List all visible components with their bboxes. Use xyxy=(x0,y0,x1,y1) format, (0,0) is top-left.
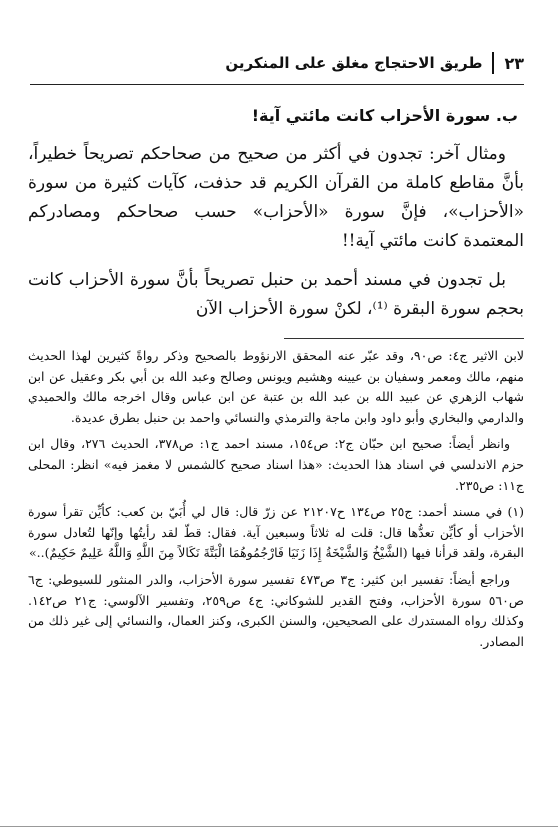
page-bottom-edge xyxy=(0,826,558,827)
section-heading: ب. سورة الأحزاب كانت مائتي آية! xyxy=(251,106,518,125)
footnote-1: (١) في مسند أحمد: ج٢٥ ص١٣٤ ح٢١٢٠٧ عن زرّ قال: قال لي أُبَيّ بن كعب: كأيِّن تقرأ سورة الأحزاب أو كأيِّن تعدُّها قال: قلت له ثلاثاً وسبعين آية. فقال: قطّ لقد رأيتُها وإنّها لتُعادل سورة البقرة، ولقد قرأنا فيها (الشَّيْخُ وَالشَّيْخَةُ إِذَا زَنَيَا فَارْجُمُوهُمَا الْبَتَّةَ نَكَالاً مِنَ اللَّهِ وَاللَّهُ عَلِيمٌ حَكِيمٌ)..» xyxy=(28,504,525,561)
footnote-1-see-also: وراجع أيضاً: تفسير ابن كثير: ج٣ ص٤٧٣ تفسير سورة الأحزاب، والدر المنثور للسيوطي: ج٦ ص٥٦٠ سورة الأحزاب، وفتح القدير للشوكاني: ج٤ ص٢٥٩، وتفسير الآلوسي: ج٢١ ص١٤٢. وكذلك رواه المستدرك على الصحيحين، والسنن الكبرى، وكنز العمال، والنسائي إلى غير ذلك من المصادر. xyxy=(28,571,524,649)
main-paragraph-1: ومثال آخر: تجدون في أكثر من صحيح من صحاحكم تصريحاً خطيراً، بأنَّ مقاطع كاملة من القرآن الكريم قد حذفت، كآيات كثيرة من سورة «الأحزاب»، فإنَّ سورة «الأحزاب» حسب صحاحكم ومصادركم المعتمدة كانت مائتي آية!! xyxy=(28,144,524,251)
header-rule xyxy=(30,84,524,85)
footnotes xyxy=(28,346,524,658)
header-separator xyxy=(492,52,494,74)
page-number: ٢٣ xyxy=(504,53,524,73)
footnote-continued: لابن الاثير ج٤: ص٩٠، وقد عبّر عنه المحقق الارنؤوط بالصحيح وذكر رواةً كثيرين لهذا الحديث منهم، مالك ومعمر وسفيان بن عيينه وهشيم ويونس وصالح وعبد الله بن أبي بكر وعقيل عن ابن شهاب الزهري عن عبيد الله بن عبد الله بن عتبة عن ابن عباس وقال اخرجه مالك والحميدي والدارمي والبخاري وأبو داود وابن ماجة والترمذي والنسائي واحمد بن حنبل بطرق عديدة. xyxy=(28,348,525,425)
footnote-separator xyxy=(284,338,524,339)
main-paragraph-2: بل تجدون في مسند أحمد بن حنبل تصريحاً بأنَّ سورة الأحزاب كانت بحجم سورة البقرة ⁽¹⁾، لكنْ سورة الأحزاب الآن xyxy=(28,270,524,319)
main-text xyxy=(28,140,524,334)
running-header xyxy=(30,48,524,78)
footnote-see-also: وانظر أيضاً: صحيح ابن حبّان ج٢: ص١٥٤، مسند احمد ج١: ص٣٧٨، الحديث ٢٧٦، وقال ابن حزم الاندلسي في اسناد هذا الحديث: «هذا اسناد صحيح كالشمس لا مغمز فيه» انظر: المحلى ج١١: ص٢٣٥. xyxy=(28,436,524,493)
running-title: طريق الاحتجاج مغلق على المنكرين xyxy=(225,54,483,72)
